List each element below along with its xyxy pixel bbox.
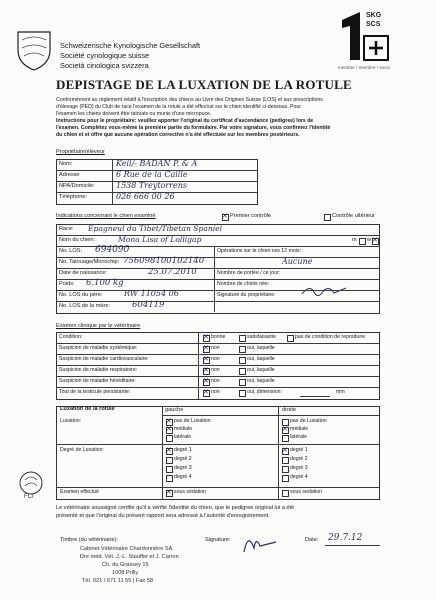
vet-stamp-line: Tél. 021 / 671 11 55 | Fax 58: [82, 578, 154, 584]
systemique-non-checkbox[interactable]: [203, 346, 210, 353]
dog-name-field[interactable]: Mona Lisa of Lolligap: [118, 235, 202, 244]
date-label: Date:: [305, 537, 319, 543]
fci-emblem-icon: [18, 470, 44, 500]
dob-field[interactable]: 25.07.2010: [148, 267, 197, 277]
dimension-unit: mm: [336, 389, 345, 395]
gauche-sedation-checkbox[interactable]: [166, 490, 173, 497]
luxation-table: [56, 406, 380, 500]
gauche-degre-3-checkbox[interactable]: [166, 466, 173, 473]
vet-certification: Le vétérinaire soussigné certifie qu'il a vérifié l'identité du chien, que le pedigree original lui a été: [56, 505, 295, 511]
intro-text: Conformément au règlement relatif à l'inscription des chiens au Livre des Origines Suisse (LOS) et aux prescriptions: [56, 97, 323, 103]
fci-logo: [18, 470, 44, 500]
exam-row-label: Suspicion de maladie héréditaire:: [59, 378, 136, 384]
exam-option: pas de condition de reproduire: [295, 334, 366, 340]
owner-name-field[interactable]: Kell/- BADAN P. & A: [116, 159, 198, 168]
degree-option: degré 2: [174, 456, 192, 462]
fci-shield-icon: [14, 28, 54, 72]
owner-signature-label: Signature du propriétaire:: [217, 292, 276, 298]
col-gauche: gauche: [165, 407, 184, 413]
los-label: No. LOS:: [59, 248, 83, 254]
intro-text: l'examen les chiens doivent être tatoués ou munis d'une micropuce.: [56, 111, 212, 117]
col-droite: droite: [282, 407, 296, 413]
degree-option: degré 2: [290, 456, 308, 462]
exam-option: non: [211, 345, 220, 351]
degree-option: degré 3: [174, 465, 192, 471]
droite-mediale-checkbox[interactable]: [282, 427, 289, 434]
intro-text: d'élevage (PED) du Club de race l'examen de la rotule a été effectué sur le chien identifié ci-dessous. Pour: [56, 104, 301, 110]
degree-option: degré 1: [290, 447, 308, 453]
testicule-non-checkbox[interactable]: [203, 390, 210, 397]
org-name-it: Società cinologica svizzera: [60, 61, 149, 70]
gauche-mediale-checkbox[interactable]: [166, 427, 173, 434]
respiratoire-non-checkbox[interactable]: [203, 368, 210, 375]
logo-tagline: member / membre / socio: [338, 65, 391, 70]
stamp-label: Timbre (du vétérinaire):: [60, 537, 118, 543]
gauche-degre-4-checkbox[interactable]: [166, 475, 173, 482]
condition-bonne-checkbox[interactable]: [203, 335, 210, 342]
owner-phone-label: Téléphone:: [59, 194, 87, 200]
premier-controle-label: Premier contrôle: [230, 213, 272, 219]
exam-row-label: Condition:: [59, 334, 83, 340]
nombre-chiots-label: Nombre de chiots née:: [217, 281, 270, 287]
testicule-oui-checkbox[interactable]: [239, 390, 246, 397]
degree-label: Degré de Luxation:: [60, 447, 104, 453]
condition-satisfaisante-checkbox[interactable]: [239, 335, 246, 342]
owner-section-label: Propriétaire/éleveur: [56, 149, 105, 155]
org-name-de: Schweizerische Kynologische Gesellschaft: [60, 41, 201, 50]
exam-option: oui, laquelle: [247, 356, 275, 362]
weight-label: Poids:: [59, 281, 75, 287]
cardio-non-checkbox[interactable]: [203, 357, 210, 364]
degree-option: degré 4: [290, 474, 308, 480]
degree-option: degré 3: [290, 465, 308, 471]
droite-degre-3-checkbox[interactable]: [282, 466, 289, 473]
vet-stamp-line: 1008 Prilly: [112, 570, 139, 576]
page-title: DEPISTAGE DE LA LUXATION DE LA ROTULE: [56, 77, 352, 92]
dog-section-label: Indications concernant le chien examiné: [56, 213, 156, 219]
premier-controle-checkbox[interactable]: [222, 214, 229, 221]
logo: [14, 28, 54, 72]
sex-m-label: m: [352, 237, 357, 243]
owner-signature: [300, 284, 350, 298]
respiratoire-oui-checkbox[interactable]: [239, 368, 246, 375]
exam-section-label: Examen clinique par le vétérinaire: [56, 323, 141, 329]
dog-name-label: Nom du chien:: [59, 237, 96, 243]
exam-row-label: Suspicion de maladie cardiovasculaire:: [59, 356, 149, 362]
gauche-degre-1-checkbox[interactable]: [166, 448, 173, 455]
exam-option: non: [211, 389, 220, 395]
gauche-degre-2-checkbox[interactable]: [166, 457, 173, 464]
intro-instructions: du chien et et offre que aucune opération corrective n'a été effectuée sur les membres postérieurs.: [56, 132, 300, 138]
pere-label: No. LOS du père:: [59, 292, 103, 298]
exam-option: oui, laquelle: [247, 378, 275, 384]
controle-ulterieur-label: Contrôle ultérieur: [332, 213, 375, 219]
systemique-oui-checkbox[interactable]: [239, 346, 246, 353]
weight-field[interactable]: 6.100 kg: [86, 278, 124, 288]
condition-pas-checkbox[interactable]: [287, 335, 294, 342]
controle-ulterieur-checkbox[interactable]: [324, 214, 331, 221]
degree-option: degré 4: [174, 474, 192, 480]
owner-address-field[interactable]: 6 Rue de la Caille: [116, 170, 188, 179]
exam-effectue-label: Examen effectué: [60, 489, 99, 495]
intro-instructions: l'examen. Complétez vous-même la première partie du formulaire. Par votre signature, vous confirmez l'identité: [56, 125, 331, 131]
chip-label: No. Tatouage/Microchip:: [59, 259, 120, 265]
owner-npa-label: NPA/Domicile:: [59, 183, 95, 189]
dob-label: Date de naissance:: [59, 270, 107, 276]
exam-row-label: Tout de la testicule persistante:: [59, 389, 131, 395]
svg-text:FCI: FCI: [24, 494, 34, 500]
droite-degre-2-checkbox[interactable]: [282, 457, 289, 464]
owner-address-label: Adresse: [59, 172, 80, 178]
lux-option: latérale: [290, 434, 308, 440]
sex-f-checkbox[interactable]: [372, 238, 379, 245]
luxation-section-label: Luxation de la rotule: [60, 406, 115, 412]
sex-f-label: w: [367, 237, 372, 243]
exam-row-label: Suspicion de maladie respiratoire:: [59, 367, 138, 373]
droite-degre-4-checkbox[interactable]: [282, 475, 289, 482]
portee-label: Nombre de portée / ce jour:: [217, 270, 281, 276]
luxation-label: Luxation:: [60, 418, 82, 424]
chip-field[interactable]: 756098100102140: [123, 256, 205, 266]
droite-sedation-checkbox[interactable]: [282, 490, 289, 497]
sedation-option: sous sédation: [174, 489, 207, 495]
vet-stamp-line: Ch. du Grassey 15: [102, 562, 149, 568]
signature-label: Signature:: [205, 537, 231, 543]
exam-option: bonne: [211, 334, 226, 340]
gauche-laterale-checkbox[interactable]: [166, 435, 173, 442]
exam-option: non: [211, 378, 220, 384]
sedation-option: sous sedation: [290, 489, 323, 495]
degree-option: degré 1: [174, 447, 192, 453]
sex-m-checkbox[interactable]: [359, 238, 366, 245]
exam-option: satisfaisante: [247, 334, 276, 340]
vet-stamp-line: Cabinet Vétérinaire Chardonnière SA: [80, 546, 173, 552]
owner-name-label: Nom:: [59, 161, 73, 167]
exam-option: non: [211, 356, 220, 362]
vet-certification: présenté et que l'original du présent rapport sera adressé à l'autorité d'enregistrement.: [56, 513, 270, 519]
race-field[interactable]: Epagneul du Tibet/Tibetan Spaniel: [88, 224, 223, 233]
operations-field[interactable]: Aucune: [282, 257, 313, 266]
owner-phone-field[interactable]: 026 666 00 26: [116, 192, 175, 201]
hereditaire-oui-checkbox[interactable]: [239, 379, 246, 386]
org-name-fr: Société cynologique suisse: [60, 51, 150, 60]
logo-text-skg: SKG: [366, 12, 382, 19]
intro-instructions: Instructions pour le propriétaire: veuillez apporter l'original du certificat d'ascendance (pedigree) lors de: [56, 118, 314, 124]
owner-npa-field[interactable]: 1538 Treytorrens: [116, 181, 187, 190]
exam-option: non: [211, 367, 220, 373]
droite-degre-1-checkbox[interactable]: [282, 448, 289, 455]
logo-text-scs: SCS: [366, 21, 381, 28]
mere-label: No. LOS de la mère:: [59, 303, 110, 309]
mere-field[interactable]: 604119: [132, 300, 165, 310]
race-label: Race:: [59, 226, 74, 232]
vet-signature: [240, 528, 280, 556]
exam-row-label: Suspicion de maladie systémique:: [59, 345, 138, 351]
exam-option: oui, laquelle: [247, 367, 275, 373]
exam-option: oui, laquelle: [247, 345, 275, 351]
pere-field[interactable]: RW 11054 06: [124, 289, 179, 298]
date-field[interactable]: 29.7.12: [328, 533, 363, 543]
droite-laterale-checkbox[interactable]: [282, 435, 289, 442]
cardio-oui-checkbox[interactable]: [239, 357, 246, 364]
lux-option: pas de Luxation: [174, 418, 211, 424]
operations-label: Opérations sur le chien ces 12 mois:: [217, 248, 301, 254]
lux-option: latérale: [174, 434, 192, 440]
lux-option: médiale: [174, 426, 193, 432]
vet-stamp-line: Dre méd. Vét. J.-L. Stauffer et J. Carron: [80, 554, 179, 560]
exam-option: oui, dimension:: [247, 389, 282, 395]
lux-option: médiale: [290, 426, 309, 432]
hereditaire-non-checkbox[interactable]: [203, 379, 210, 386]
los-field[interactable]: 694090: [95, 245, 130, 255]
lux-option: pas de Luxation: [290, 418, 327, 424]
